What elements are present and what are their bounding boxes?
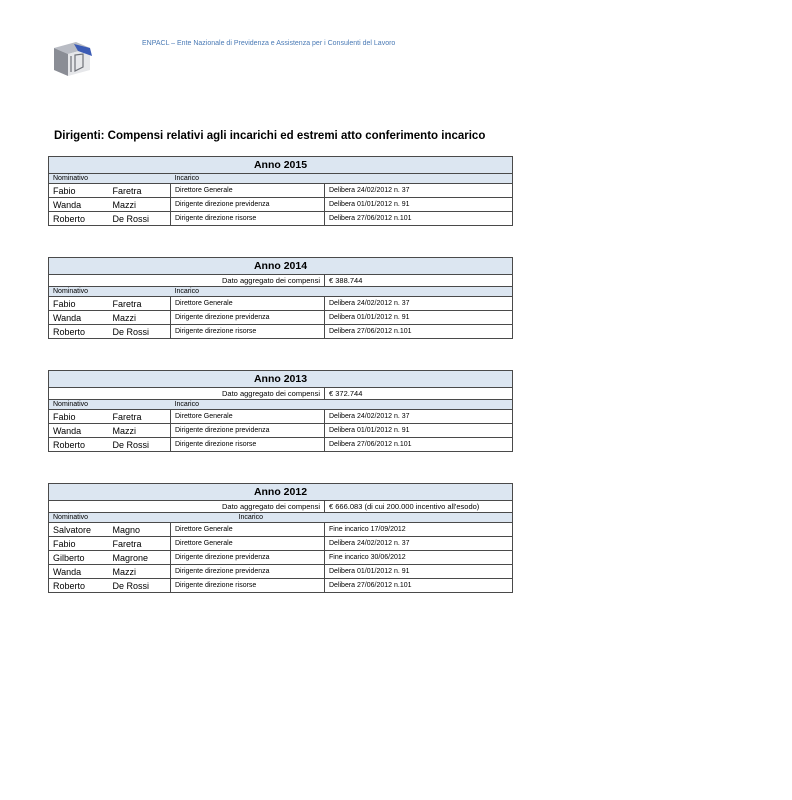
column-header-incarico: Incarico bbox=[171, 400, 513, 410]
last-name: Mazzi bbox=[109, 424, 171, 438]
column-header-nominativo: Nominativo bbox=[49, 174, 171, 184]
appointment-act: Delibera 01/01/2012 n. 91 bbox=[325, 424, 513, 438]
last-name: Mazzi bbox=[109, 311, 171, 325]
table-row bbox=[49, 424, 513, 438]
role: Direttore Generale bbox=[171, 523, 325, 537]
table-row bbox=[49, 523, 513, 537]
enpacl-logo-icon bbox=[50, 38, 96, 78]
column-header-nominativo: Nominativo bbox=[49, 287, 171, 297]
last-name: Faretra bbox=[109, 297, 171, 311]
last-name: Faretra bbox=[109, 537, 171, 551]
first-name: Wanda bbox=[49, 198, 109, 212]
column-header-incarico: Incarico bbox=[171, 174, 513, 184]
role: Dirigente direzione risorse bbox=[171, 212, 325, 226]
last-name: Faretra bbox=[109, 410, 171, 424]
role: Direttore Generale bbox=[171, 537, 325, 551]
last-name: De Rossi bbox=[109, 438, 171, 452]
first-name: Roberto bbox=[49, 579, 109, 593]
year-heading: Anno 2013 bbox=[49, 371, 513, 388]
table-row bbox=[49, 325, 513, 339]
table-row bbox=[49, 297, 513, 311]
appointment-act: Delibera 24/02/2012 n. 37 bbox=[325, 537, 513, 551]
first-name: Gilberto bbox=[49, 551, 109, 565]
table-row bbox=[49, 410, 513, 424]
table-row bbox=[49, 438, 513, 452]
last-name: Magno bbox=[109, 523, 171, 537]
last-name: Mazzi bbox=[109, 565, 171, 579]
first-name: Roberto bbox=[49, 438, 109, 452]
appointment-act: Delibera 24/02/2012 n. 37 bbox=[325, 410, 513, 424]
table-year-2015 bbox=[48, 156, 513, 226]
table-row bbox=[49, 579, 513, 593]
appointment-act: Delibera 27/06/2012 n.101 bbox=[325, 579, 513, 593]
role: Dirigente direzione previdenza bbox=[171, 551, 325, 565]
appointment-act: Delibera 01/01/2012 n. 91 bbox=[325, 198, 513, 212]
last-name: De Rossi bbox=[109, 579, 171, 593]
table-row bbox=[49, 311, 513, 325]
aggregate-value: € 666.083 (di cui 200.000 incentivo all'esodo) bbox=[325, 501, 513, 513]
table-row bbox=[49, 184, 513, 198]
last-name: Mazzi bbox=[109, 198, 171, 212]
last-name: Faretra bbox=[109, 184, 171, 198]
appointment-act: Delibera 27/06/2012 n.101 bbox=[325, 212, 513, 226]
aggregate-label: Dato aggregato dei compensi bbox=[49, 388, 325, 400]
aggregate-value: € 388.744 bbox=[325, 275, 513, 287]
appointment-act: Fine incarico 17/09/2012 bbox=[325, 523, 513, 537]
aggregate-value: € 372.744 bbox=[325, 388, 513, 400]
aggregate-label: Dato aggregato dei compensi bbox=[49, 275, 325, 287]
first-name: Wanda bbox=[49, 565, 109, 579]
first-name: Wanda bbox=[49, 424, 109, 438]
appointment-act: Delibera 24/02/2012 n. 37 bbox=[325, 297, 513, 311]
role: Dirigente direzione risorse bbox=[171, 438, 325, 452]
last-name: De Rossi bbox=[109, 212, 171, 226]
appointment-act: Delibera 01/01/2012 n. 91 bbox=[325, 311, 513, 325]
table-row bbox=[49, 537, 513, 551]
role: Dirigente direzione previdenza bbox=[171, 198, 325, 212]
role: Dirigente direzione risorse bbox=[171, 579, 325, 593]
role: Direttore Generale bbox=[171, 184, 325, 198]
table-row bbox=[49, 198, 513, 212]
last-name: Magrone bbox=[109, 551, 171, 565]
role: Dirigente direzione previdenza bbox=[171, 565, 325, 579]
first-name: Fabio bbox=[49, 297, 109, 311]
table-year-2012 bbox=[48, 483, 513, 593]
table-row bbox=[49, 565, 513, 579]
first-name: Roberto bbox=[49, 212, 109, 226]
table-row bbox=[49, 212, 513, 226]
first-name: Salvatore bbox=[49, 523, 109, 537]
year-heading: Anno 2015 bbox=[49, 157, 513, 174]
table-row bbox=[49, 551, 513, 565]
aggregate-label: Dato aggregato dei compensi bbox=[49, 501, 325, 513]
appointment-act: Delibera 24/02/2012 n. 37 bbox=[325, 184, 513, 198]
first-name: Fabio bbox=[49, 410, 109, 424]
role: Direttore Generale bbox=[171, 410, 325, 424]
appointment-act: Delibera 01/01/2012 n. 91 bbox=[325, 565, 513, 579]
last-name: De Rossi bbox=[109, 325, 171, 339]
org-header: ENPACL – Ente Nazionale di Previdenza e Assistenza per i Consulenti del Lavoro bbox=[142, 40, 396, 47]
table-year-2013 bbox=[48, 370, 513, 452]
table-year-2014 bbox=[48, 257, 513, 339]
column-header-incarico: Incarico bbox=[171, 287, 513, 297]
appointment-act: Delibera 27/06/2012 n.101 bbox=[325, 438, 513, 452]
role: Direttore Generale bbox=[171, 297, 325, 311]
role: Dirigente direzione previdenza bbox=[171, 424, 325, 438]
appointment-act: Fine incarico 30/06/2012 bbox=[325, 551, 513, 565]
first-name: Wanda bbox=[49, 311, 109, 325]
year-heading: Anno 2014 bbox=[49, 258, 513, 275]
first-name: Fabio bbox=[49, 537, 109, 551]
column-header-nominativo: Nominativo bbox=[49, 400, 171, 410]
role: Dirigente direzione risorse bbox=[171, 325, 325, 339]
year-heading: Anno 2012 bbox=[49, 484, 513, 501]
role: Dirigente direzione previdenza bbox=[171, 311, 325, 325]
first-name: Fabio bbox=[49, 184, 109, 198]
column-header-incarico: Incarico bbox=[235, 513, 513, 523]
appointment-act: Delibera 27/06/2012 n.101 bbox=[325, 325, 513, 339]
column-header-nominativo: Nominativo bbox=[49, 513, 235, 523]
first-name: Roberto bbox=[49, 325, 109, 339]
document-title: Dirigenti: Compensi relativi agli incarichi ed estremi atto conferimento incarico bbox=[54, 130, 486, 142]
